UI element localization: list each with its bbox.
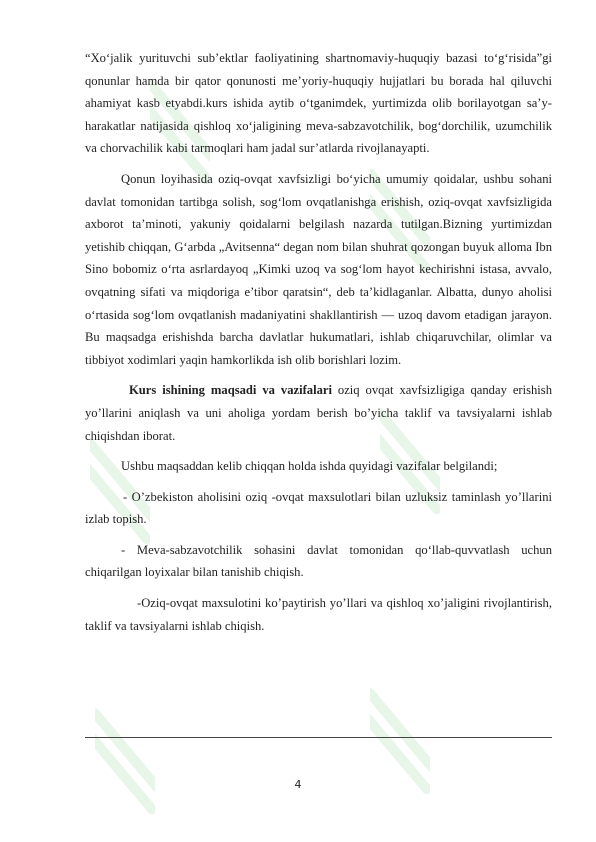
paragraph-goals [85, 379, 552, 447]
page-number: 4 [294, 778, 302, 791]
paragraph-intro: “Xo‘jalik yurituvchi sub’ektlar faoliyatining shartnomaviy-huquqiy bazasi to‘g‘risida”gi qonunlar hamda bir qator qonunosti me’yoriy-huquqiy hujjatlari bu borada hal qiluvchi ahamiyat kasb etyabdi.kurs ishida aytib o‘tganimdek, yurtimizda olib borilayotgan sa’y-harakatlar natijasida qishloq xo‘jaligining meva-sabzavotchilik, bog‘dorchilik, uzumchilik va chorvachilik kabi tarmoqlari ham jadal sur’atlarda rivojlanayapti. [85, 51, 552, 156]
paragraph-law-draft: Qonun loyihasida oziq-ovqat xavfsizligi bo‘yicha umumiy qoidalar, ushbu sohani davlat tomonidan tartibga solish, sog‘lom ovqatlanishga erishish, oziq-ovqat xavfsizligida axborot ta’minoti, yakuniy qoidalarni belgilash nazarda tutilgan.Bizning yurtimizdan yetishib chiqqan, G‘arbda „Avitsenna“ degan nom bilan shuhrat qozongan buyuk alloma Ibn Sino bobomiz o‘rta asrlardayoq „Kimki uzoq va sog‘lom hayot kechirishni istasa, avvalo, ovqatning sifati va miqdoriga e’tibor qaratsin“, deb ta’kidlaganlar. Albatta, dunyo aholisi o‘rtasida sog‘lom ovqatlanish madaniyatini shakllantirish — uzoq davom etadigan jarayon. Bu maqsadga erishishda barcha davlatlar hukumatlari, ishlab chiqaruvchilar, olimlar va tibbiyot xodimlari yaqin hamkorlikda ish olib borishlari lozim. [85, 171, 552, 367]
task-item: - Meva-sabzavotchilik sohasini davlat tomonidan qo‘llab-quvvatlash uchun chiqarilgan loyixalar bilan tanishib chiqish. [85, 542, 552, 580]
tasks-intro: Ushbu maqsaddan kelib chiqqan holda ishda quyidagi vazifalar belgilandi; [121, 459, 498, 474]
footnote-divider [85, 737, 552, 738]
task-item: - O’zbekiston aholisini oziq -ovqat maxsulotlari bilan uzluksiz taminlash yo’llarini izlab topish. [85, 489, 552, 527]
task-item: -Oziq-ovqat maxsulotini ko’paytirish yo’llari va qishloq xo’jaligini rivojlantirish, taklif va tavsiyalarni ishlab chiqish. [85, 596, 552, 633]
goals-heading: Kurs ishining maqsadi va vazifalari [129, 383, 332, 398]
goals-text: oziq ovqat xavfsizligiga qanday erishish yo’llarini aniqlash va uni aholiga yordam berish bo’yicha taklif va tavsiyalarni ishlab chiqishdan iborat. [85, 383, 552, 443]
document-body [85, 47, 552, 637]
watermark-logo-icon [95, 690, 155, 830]
